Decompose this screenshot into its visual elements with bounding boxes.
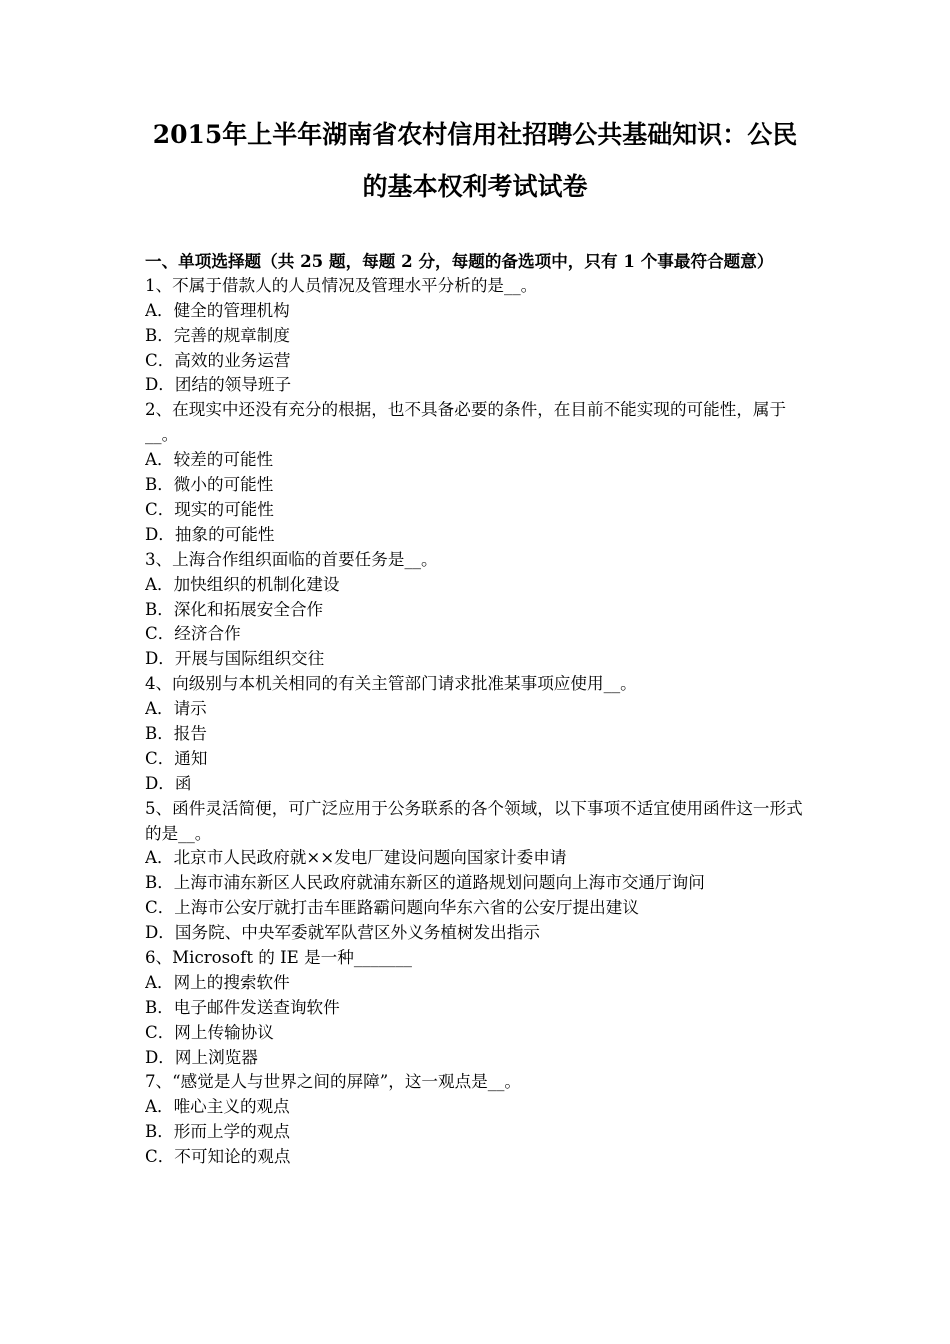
question-1-option-a: A．健全的管理机构: [145, 300, 290, 320]
question-5-option-b: B．上海市浦东新区人民政府就浦东新区的道路规划问题向上海市交通厅询问: [145, 873, 705, 893]
question-3-option-b: B．深化和拓展安全合作: [145, 599, 324, 619]
question-5-stem: 5、函件灵活简便，可广泛应用于公务联系的各个领域，以下事项不适宜使用函件这一形式的是__。: [145, 798, 803, 843]
question-1-option-b: B．完善的规章制度: [145, 325, 290, 345]
question-5-option-c: C．上海市公安厅就打击车匪路霸问题向华东六省的公安厅提出建议: [145, 898, 639, 918]
question-7-option-c: C．不可知论的观点: [145, 1147, 291, 1167]
question-6-option-d: D．网上浏览器: [145, 1047, 258, 1067]
question-6-stem: 6、Microsoft 的 IE 是一种_______: [145, 948, 412, 968]
question-7-stem: 7、“感觉是人与世界之间的屏障”，这一观点是__。: [145, 1072, 521, 1092]
document-body: [145, 249, 810, 1170]
question-7-option-a: A．唯心主义的观点: [145, 1097, 290, 1117]
question-2-option-d: D．抽象的可能性: [145, 524, 275, 544]
question-1-option-c: C．高效的业务运营: [145, 350, 291, 370]
question-5-option-d: D．国务院、中央军委就军队营区外义务植树发出指示: [145, 923, 540, 943]
question-1-option-d: D．团结的领导班子: [145, 375, 292, 395]
question-3-option-a: A．加快组织的机制化建设: [145, 574, 340, 594]
question-4-option-d: D．函: [145, 773, 192, 793]
question-3-option-c: C．经济合作: [145, 624, 241, 644]
question-3-stem: 3、上海合作组织面临的首要任务是__。: [145, 549, 438, 569]
question-6-option-b: B．电子邮件发送查询软件: [145, 997, 340, 1017]
question-3-option-d: D．开展与国际组织交往: [145, 649, 325, 669]
question-6-option-c: C．网上传输协议: [145, 1022, 274, 1042]
section-heading: 一、单项选择题（共 25 题，每题 2 分，每题的备选项中，只有 1 个事最符合题意）: [145, 251, 774, 271]
question-4-option-c: C．通知: [145, 748, 208, 768]
question-5-option-a: A．北京市人民政府就××发电厂建设问题向国家计委申请: [145, 848, 567, 868]
document-title-line-1: 2015年上半年湖南省农村信用社招聘公共基础知识：公民: [152, 120, 798, 149]
question-2-option-a: A．较差的可能性: [145, 450, 274, 470]
question-2-option-b: B．微小的可能性: [145, 475, 274, 495]
question-4-option-b: B．报告: [145, 723, 207, 743]
question-6-option-a: A．网上的搜索软件: [145, 972, 290, 992]
question-7-option-b: B．形而上学的观点: [145, 1122, 290, 1142]
question-1-stem: 1、不属于借款人的人员情况及管理水平分析的是__。: [145, 275, 538, 295]
question-4-stem: 4、向级别与本机关相同的有关主管部门请求批准某事项应使用__。: [145, 674, 637, 694]
question-4-option-a: A．请示: [145, 699, 207, 719]
question-2-stem: 2、在现实中还没有充分的根据，也不具备必要的条件，在目前不能实现的可能性，属于__。: [145, 400, 787, 445]
document-title-line-2: 的基本权利考试试卷: [362, 172, 588, 201]
question-2-option-c: C．现实的可能性: [145, 499, 274, 519]
